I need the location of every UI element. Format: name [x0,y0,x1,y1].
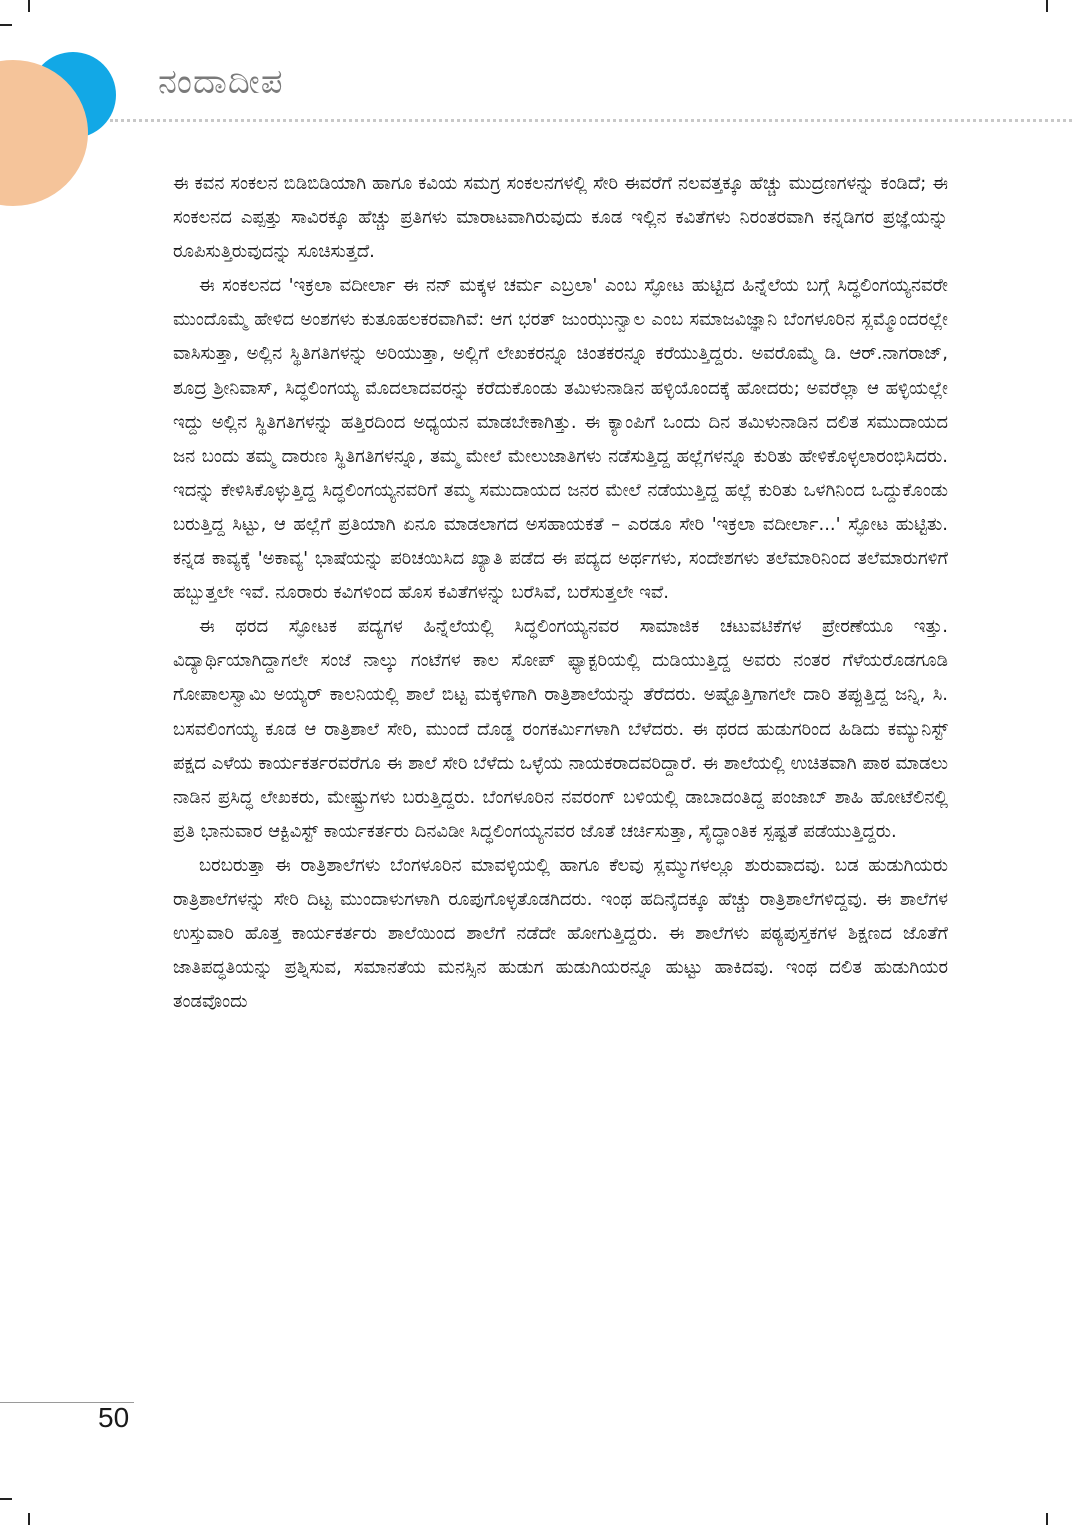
paragraph-2: ಈ ಸಂಕಲನದ 'ಇಕ್ರಲಾ ವದೀರ್ಲಾ ಈ ನನ್ ಮಕ್ಕಳ ಚರ್ಮ ಎಬ್ರಲಾ' ಎಂಬ ಸ್ಫೋಟ ಹುಟ್ಟಿದ ಹಿನ್ನೆಲೆಯ ಬಗ್ಗೆ ಸಿದ್ಧಲಿಂಗಯ್ಯನವರೇ ಮುಂದೊಮ್ಮೆ ಹೇಳಿದ ಅಂಶಗಳು ಕುತೂಹಲಕರವಾಗಿವೆ: ಆಗ ಭರತ್ ಜುಂಝುನ್ವಾಲ ಎಂಬ ಸಮಾಜವಿಜ್ಞಾನಿ ಬೆಂಗಳೂರಿನ ಸ್ಲಮ್ಮೊಂದರಲ್ಲೇ ವಾಸಿಸುತ್ತಾ, ಅಲ್ಲಿನ ಸ್ಥಿತಿಗತಿಗಳನ್ನು ಅರಿಯುತ್ತಾ, ಅಲ್ಲಿಗೆ ಲೇಖಕರನ್ನೂ ಚಿಂತಕರನ್ನೂ ಕರೆಯುತ್ತಿದ್ದರು. ಅವರೊಮ್ಮೆ ಡಿ. ಆರ್.ನಾಗರಾಜ್, ಶೂದ್ರ ಶ್ರೀನಿವಾಸ್, ಸಿದ್ಧಲಿಂಗಯ್ಯ ಮೊದಲಾದವರನ್ನು ಕರೆದುಕೊಂಡು ತಮಿಳುನಾಡಿನ ಹಳ್ಳಿಯೊಂದಕ್ಕೆ ಹೋದರು; ಅವರೆಲ್ಲಾ ಆ ಹಳ್ಳಿಯಲ್ಲೇ ಇದ್ದು ಅಲ್ಲಿನ ಸ್ಥಿತಿಗತಿಗಳನ್ನು ಹತ್ತಿರದಿಂದ ಅಧ್ಯಯನ ಮಾಡಬೇಕಾಗಿತ್ತು. ಈ ಕ್ಯಾಂಪಿಗೆ ಒಂದು ದಿನ ತಮಿಳುನಾಡಿನ ದಲಿತ ಸಮುದಾಯದ ಜನ ಬಂದು ತಮ್ಮ ದಾರುಣ ಸ್ಥಿತಿಗತಿಗಳನ್ನೂ, ತಮ್ಮ ಮೇಲೆ ಮೇಲುಜಾತಿಗಳು ನಡೆಸುತ್ತಿದ್ದ ಹಲ್ಲೆಗಳನ್ನೂ ಕುರಿತು ಹೇಳಿಕೊಳ್ಳಲಾರಂಭಿಸಿದರು. ಇದನ್ನು ಕೇಳಿಸಿಕೊಳ್ಳುತ್ತಿದ್ದ ಸಿದ್ಧಲಿಂಗಯ್ಯನವರಿಗೆ ತಮ್ಮ ಸಮುದಾಯದ ಜನರ ಮೇಲೆ ನಡೆಯುತ್ತಿದ್ದ ಹಲ್ಲೆ ಕುರಿತು ಒಳಗಿನಿಂದ ಒದ್ದುಕೊಂಡು ಬರುತ್ತಿದ್ದ ಸಿಟ್ಟು, ಆ ಹಲ್ಲೆಗೆ ಪ್ರತಿಯಾಗಿ ಏನೂ ಮಾಡಲಾಗದ ಅಸಹಾಯಕತೆ – ಎರಡೂ ಸೇರಿ 'ಇಕ್ರಲಾ ವದೀರ್ಲಾ...' ಸ್ಫೋಟ ಹುಟ್ಟಿತು. ಕನ್ನಡ ಕಾವ್ಯಕ್ಕೆ 'ಅಕಾವ್ಯ' ಭಾಷೆಯನ್ನು ಪರಿಚಯಿಸಿದ ಖ್ಯಾತಿ ಪಡೆದ ಈ ಪದ್ಯದ ಅರ್ಥಗಳು, ಸಂದೇಶಗಳು ತಲೆಮಾರಿನಿಂದ ತಲೆಮಾರುಗಳಿಗೆ ಹಬ್ಬುತ್ತಲೇ ಇವೆ. ನೂರಾರು ಕವಿಗಳಿಂದ ಹೊಸ ಕವಿತೆಗಳನ್ನು ಬರೆಸಿವೆ, ಬರೆಸುತ್ತಲೇ ಇವೆ. [173,275,948,604]
paragraph-1: ಈ ಕವನ ಸಂಕಲನ ಬಿಡಿಬಿಡಿಯಾಗಿ ಹಾಗೂ ಕವಿಯ ಸಮಗ್ರ ಸಂಕಲನಗಳಲ್ಲಿ ಸೇರಿ ಈವರೆಗೆ ನಲವತ್ತಕ್ಕೂ ಹೆಚ್ಚು ಮುದ್ರಣಗಳನ್ನು ಕಂಡಿದೆ; ಈ ಸಂಕಲನದ ಎಪ್ಪತ್ತು ಸಾವಿರಕ್ಕೂ ಹೆಚ್ಚು ಪ್ರತಿಗಳು ಮಾರಾಟವಾಗಿರುವುದು ಕೂಡ ಇಲ್ಲಿನ ಕವಿತೆಗಳು ನಿರಂತರವಾಗಿ ಕನ್ನಡಿಗರ ಪ್ರಜ್ಞೆಯನ್ನು ರೂಪಿಸುತ್ತಿರುವುದನ್ನು ಸೂಚಿಸುತ್ತದೆ. [173,173,948,263]
paragraph-3: ಈ ಥರದ ಸ್ಫೋಟಕ ಪದ್ಯಗಳ ಹಿನ್ನೆಲೆಯಲ್ಲಿ ಸಿದ್ಧಲಿಂಗಯ್ಯನವರ ಸಾಮಾಜಿಕ ಚಟುವಟಿಕೆಗಳ ಪ್ರೇರಣೆಯೂ ಇತ್ತು. ವಿದ್ಯಾರ್ಥಿಯಾಗಿದ್ದಾಗಲೇ ಸಂಜೆ ನಾಲ್ಕು ಗಂಟೆಗಳ ಕಾಲ ಸೋಪ್ ಫ್ಯಾಕ್ಟರಿಯಲ್ಲಿ ದುಡಿಯುತ್ತಿದ್ದ ಅವರು ನಂತರ ಗೆಳೆಯರೊಡಗೂಡಿ ಗೋಪಾಲಸ್ವಾಮಿ ಅಯ್ಯರ್ ಕಾಲನಿಯಲ್ಲಿ ಶಾಲೆ ಬಿಟ್ಟ ಮಕ್ಕಳಿಗಾಗಿ ರಾತ್ರಿಶಾಲೆಯನ್ನು ತೆರೆದರು. ಅಷ್ಟೊತ್ತಿಗಾಗಲೇ ದಾರಿ ತಪ್ಪುತ್ತಿದ್ದ ಜನ್ನಿ, ಸಿ. ಬಸವಲಿಂಗಯ್ಯ ಕೂಡ ಆ ರಾತ್ರಿಶಾಲೆ ಸೇರಿ, ಮುಂದೆ ದೊಡ್ಡ ರಂಗಕರ್ಮಿಗಳಾಗಿ ಬೆಳೆದರು. ಈ ಥರದ ಹುಡುಗರಿಂದ ಹಿಡಿದು ಕಮ್ಯುನಿಸ್ಟ್ ಪಕ್ಷದ ಎಳೆಯ ಕಾರ್ಯಕರ್ತರವರೆಗೂ ಈ ಶಾಲೆ ಸೇರಿ ಬೆಳೆದು ಒಳ್ಳೆಯ ನಾಯಕರಾದವರಿದ್ದಾರೆ. ಈ ಶಾಲೆಯಲ್ಲಿ ಉಚಿತವಾಗಿ ಪಾಠ ಮಾಡಲು ನಾಡಿನ ಪ್ರಸಿದ್ಧ ಲೇಖಕರು, ಮೇಷ್ಟ್ರುಗಳು ಬರುತ್ತಿದ್ದರು. ಬೆಂಗಳೂರಿನ ನವರಂಗ್ ಬಳಿಯಲ್ಲಿ ಡಾಬಾದಂತಿದ್ದ ಪಂಜಾಬ್ ಶಾಹಿ ಹೋಟೆಲಿನಲ್ಲಿ ಪ್ರತಿ ಭಾನುವಾರ ಆಕ್ಟಿವಿಸ್ಟ್ ಕಾರ್ಯಕರ್ತರು ದಿನವಿಡೀ ಸಿದ್ಧಲಿಂಗಯ್ಯನವರ ಜೊತೆ ಚರ್ಚಿಸುತ್ತಾ, ಸೈದ್ಧಾಂತಿಕ ಸ್ಪಷ್ಟತೆ ಪಡೆಯುತ್ತಿದ್ದರು. [173,616,948,842]
page-number: 50 [98,1402,130,1433]
crop-mark-top-right [1046,0,1048,12]
crop-mark-bottom-right [1046,1513,1048,1525]
running-header-title: ನಂದಾದೀಪ [158,62,284,102]
paragraph-4: ಬರಬರುತ್ತಾ ಈ ರಾತ್ರಿಶಾಲೆಗಳು ಬೆಂಗಳೂರಿನ ಮಾವಳ್ಳಿಯಲ್ಲಿ ಹಾಗೂ ಕೆಲವು ಸ್ಲಮ್ಮುಗಳಲ್ಲೂ ಶುರುವಾದವು. ಬಡ ಹುಡುಗಿಯರು ರಾತ್ರಿಶಾಲೆಗಳನ್ನು ಸೇರಿ ದಿಟ್ಟ ಮುಂದಾಳುಗಳಾಗಿ ರೂಪುಗೊಳ್ಳತೊಡಗಿದರು. ಇಂಥ ಹದಿನೈದಕ್ಕೂ ಹೆಚ್ಚು ರಾತ್ರಿಶಾಲೆಗಳಿದ್ದವು. ಈ ಶಾಲೆಗಳ ಉಸ್ತುವಾರಿ ಹೊತ್ತ ಕಾರ್ಯಕರ್ತರು ಶಾಲೆಯಿಂದ ಶಾಲೆಗೆ ನಡೆದೇ ಹೋಗುತ್ತಿದ್ದರು. ಈ ಶಾಲೆಗಳು ಪಠ್ಯಪುಸ್ತಕಗಳ ಶಿಕ್ಷಣದ ಜೊತೆಗೆ ಜಾತಿಪದ್ಧತಿಯನ್ನು ಪ್ರಶ್ನಿಸುವ, ಸಮಾನತೆಯ ಮನಸ್ಸಿನ ಹುಡುಗ ಹುಡುಗಿಯರನ್ನೂ ಹುಟ್ಟು ಹಾಕಿದವು. ಇಂಥ ದಲಿತ ಹುಡುಗಿಯರ ತಂಡವೊಂದು [173,854,948,1013]
body-text [173,167,948,1392]
crop-mark-bottom-left [28,1513,30,1525]
crop-mark-left-lower [0,1498,12,1500]
crop-mark-top-left [28,0,30,12]
header-dotted-rule [110,119,1072,122]
crop-mark-left-upper [0,24,12,26]
